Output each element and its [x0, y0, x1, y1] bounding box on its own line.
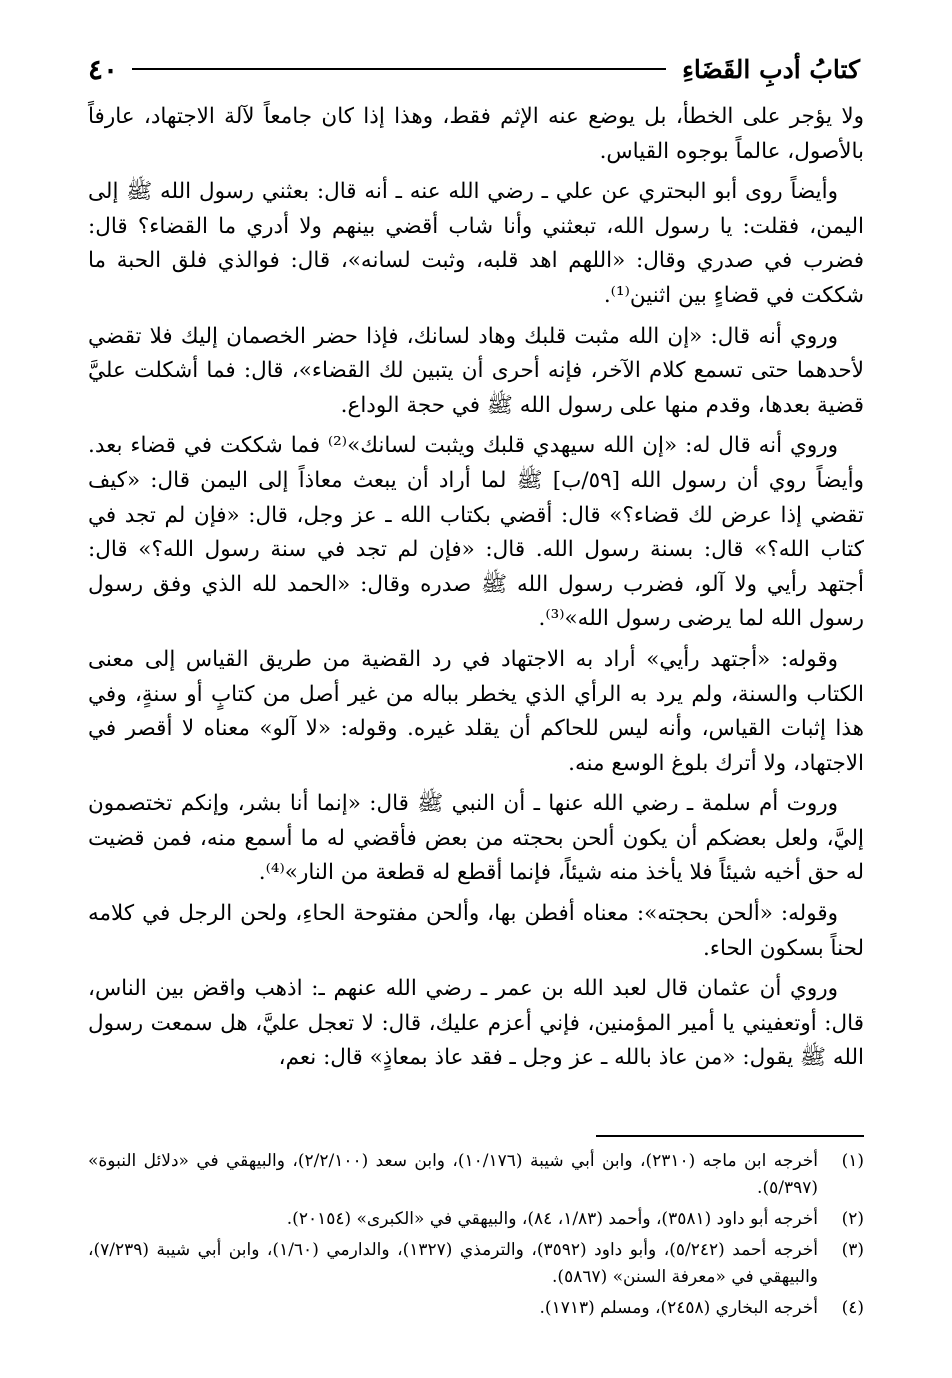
paragraph: وروت أم سلمة ـ رضي الله عنها ـ أن النبي ﷺ قال: «إنما أنا بشر، وإنكم تختصمون إليَّ، ولعل بعضكم أن يكون ألحن بحجته من بعض فأقضي له ما أسمع منه، فمن قضيت له حق أخيه شيئاً فلا يأخذ منه شيئاً، فإنما أقطع له قطعة من النار»⁽⁴⁾. — [88, 791, 864, 886]
paragraph: وأيضاً روى أبو البحتري عن علي ـ رضي الله عنه ـ أنه قال: بعثني رسول الله ﷺ إلى اليمن، فقلت: يا رسول الله، تبعثني وأنا شاب أقضي بينهم ولا أدري ما القضاء؟ قال: فضرب في صدري وقال: «اللهم اهد قلبه، وثبت لسانه»، قال: فوالذي فلق الحبة ما شككت في قضاءٍ بين اثنين⁽¹⁾. — [88, 179, 864, 308]
footnote-number: (١) — [841, 1151, 864, 1171]
footnote-text: أخرجه أبو داود (٣٥٨١)، وأحمد (١/٨٣، ٨٤)، والبيهقي في «الكبرى» (٢٠١٥٤). — [286, 1209, 818, 1229]
paragraph: وروي أنه قال: «إن الله مثبت قلبك وهاد لسانك، فإذا حضر الخصمان إليك فلا تقضي لأحدهما حتى تسمع كلام الآخر، فإنه أحرى أن يتبين لك القضاء»، قال: فما أشكلت عليَّ قضية بعدها، وقدم منها على رسول الله ﷺ في حجة الوداع. — [88, 323, 864, 418]
paragraph: وقوله: «ألحن بحجته»: معناه أفطن بها، وألحن مفتوحة الحاءِ، ولحن الرجل في كلامه لحناً بسكون الحاء. — [88, 901, 864, 961]
footnote-rule — [596, 1135, 864, 1137]
footnote — [88, 1237, 864, 1291]
page-header — [88, 48, 860, 90]
footnote-text: أخرجه ابن ماجه (٢٣١٠)، وابن أبي شيبة (١٠/١٧٦)، وابن سعد (٢/٢/١٠٠)، والبيهقي في «دلائل النبوة» (٥/٣٩٧). — [88, 1151, 818, 1198]
footnote — [88, 1148, 864, 1202]
book-title: كتابُ أدبِ القَضَاءِ — [682, 54, 860, 84]
footnote-number: (٢) — [841, 1209, 864, 1229]
footnote-text: أخرجه البخاري (٢٤٥٨)، ومسلم (١٧١٣). — [539, 1298, 818, 1318]
paragraph: وقوله: «أجتهد رأيي» أراد به الاجتهاد في رد القضية من طريق القياس إلى معنى الكتاب والسنة، ولم يرد به الرأي الذي يخطر بباله من غير أصل من كتابٍ أو سنةٍ، وفي هذا إثبات القياس، وأنه ليس للحاكم أن يقلد غيره. وقوله: «لا آلو» معناه لا أقصر في الاجتهاد، ولا أترك بلوغ الوسع منه. — [88, 646, 864, 776]
page-number: ٤٠ — [88, 52, 119, 86]
footnote-number: (٤) — [841, 1298, 864, 1318]
paragraph: وروي أنه قال له: «إن الله سيهدي قلبك ويثبت لسانك»⁽²⁾ فما شككت في قضاء بعد. وأيضاً روي أن رسول الله [٥٩/ب] ﷺ لما أراد أن يبعث معاذاً إلى اليمن قال: «كيف تقضي إذا عرض لك قضاء؟» قال: أقضي بكتاب الله ـ عز وجل، قال: «فإن لم تجد في كتاب الله؟» قال: بسنة رسول الله. قال: «فإن لم تجد في سنة رسول الله؟» قال: أجتهد رأيي ولا آلو، فضرب رسول الله ﷺ صدره وقال: «الحمد لله الذي وفق رسول رسول الله لما يرضى رسول الله»⁽³⁾. — [88, 433, 864, 632]
footnotes — [88, 1148, 864, 1326]
paragraph: وروي أن عثمان قال لعبد الله بن عمر ـ رضي الله عنهم ـ: اذهب واقض بين الناس، قال: أوتعفيني يا أمير المؤمنين، فإني أعزم عليك، قال: لا تعجل عليَّ، هل سمعت رسول الله ﷺ يقول: «من عاذ بالله ـ عز وجل ـ فقد عاذ بمعاذٍ» قال: نعم، — [88, 976, 864, 1071]
main-text — [88, 100, 864, 1082]
header-rule — [132, 68, 666, 70]
footnote — [88, 1295, 864, 1322]
footnote — [88, 1206, 864, 1233]
paragraph: ولا يؤجر على الخطأ، بل يوضع عنه الإثم فقط، وهذا إذا كان جامعاً لآلة الاجتهاد، عارفاً بالأصول، عالماً بوجوه القياس. — [88, 104, 864, 164]
footnote-number: (٣) — [841, 1240, 864, 1260]
footnote-text: أخرجه أحمد (٥/٢٤٢)، وأبو داود (٣٥٩٢)، والترمذي (١٣٢٧)، والدارمي (١/٦٠)، وابن أبي شيبة (٧/٢٣٩)، والبيهقي في «معرفة السنن» (٥٨٦٧). — [88, 1240, 819, 1287]
